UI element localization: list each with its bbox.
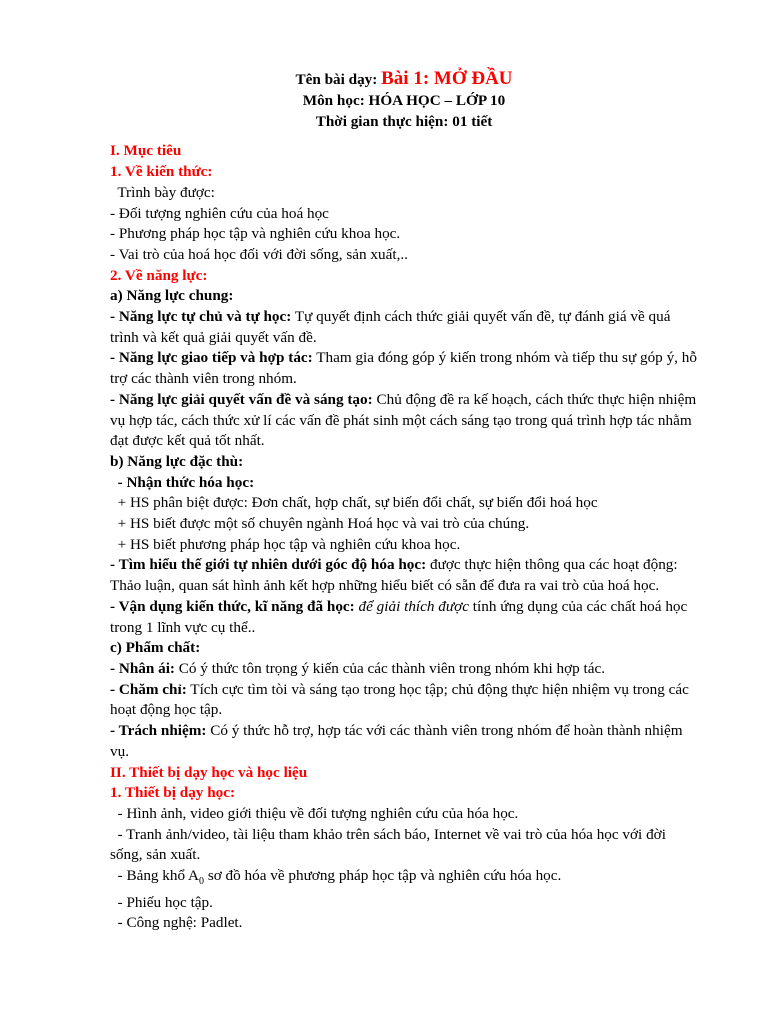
- general-competence-3: [110, 390, 698, 452]
- item-label: - Năng lực tự chủ và tự học:: [110, 308, 292, 326]
- equipment-heading: 1. Thiết bị dạy học:: [110, 784, 236, 802]
- item-label: - Tìm hiểu thế giới tự nhiên dưới góc độ hóa học:: [110, 556, 427, 574]
- cognition-item: + HS phân biệt được: Đơn chất, hợp chất, sự biến đổi chất, sự biến đổi hoá học: [110, 494, 598, 512]
- lesson-title: [110, 68, 698, 91]
- item-text: - Bảng khổ A: [110, 867, 200, 885]
- equipment-item: [110, 866, 698, 893]
- lesson-label: Tên bài dạy:: [295, 71, 382, 88]
- item-label: - Chăm chỉ:: [110, 680, 187, 698]
- document-page: [110, 68, 698, 934]
- general-competence-2: [110, 348, 698, 389]
- chemistry-cognition-heading: - Nhận thức hóa học:: [110, 473, 255, 491]
- knowledge-intro: Trình bày được:: [110, 183, 215, 201]
- quality-3: [110, 721, 698, 762]
- item-text: Chủ động đề ra kế hoạch, cách thức thực hiện nhiệm vụ hợp tác, cách thức xử lí các vấn đề phát sinh một cách sáng tạo trong quá trình hợp tác nhằm đạt được kết quả tốt nhất.: [110, 390, 697, 450]
- cognition-item: + HS biết phương pháp học tập và nghiên cứu khoa học.: [110, 535, 461, 553]
- item-text: được thực hiện thông qua các hoạt động: Thảo luận, quan sát hình ảnh kết hợp những hiểu biết có sẵn để đưa ra vai trò của hoá học.: [110, 556, 678, 595]
- item-label: - Vận dụng kiến thức, kĩ năng đã học:: [110, 597, 355, 615]
- item-label: - Trách nhiệm:: [110, 722, 207, 740]
- duration-line: Thời gian thực hiện: 01 tiết: [315, 112, 493, 130]
- knowledge-item: - Đối tượng nghiên cứu của hoá học: [110, 204, 329, 222]
- item-text: sơ đồ hóa về phương pháp học tập và nghiên cứu hóa học.: [204, 867, 562, 885]
- section-equipment-heading: II. Thiết bị dạy học và học liệu: [110, 763, 308, 781]
- item-text: Tự quyết định cách thức giải quyết vấn đề, tự đánh giá về quá trình và kết quả giải quyết vấn đề.: [110, 308, 671, 346]
- item-text: Có ý thức tôn trọng ý kiến của các thành viên trong nhóm khi hợp tác.: [174, 659, 606, 677]
- item-italic: để giải thích được: [354, 597, 469, 615]
- item-label: - Năng lực giải quyết vấn đề và sáng tạo:: [110, 390, 373, 408]
- special-competence-heading: b) Năng lực đặc thù:: [110, 452, 244, 470]
- general-competence-1: [110, 307, 698, 348]
- item-text: Tham gia đóng góp ý kiến trong nhóm và tiếp thu sự góp ý, hỗ trợ các thành viên trong nhóm.: [110, 349, 697, 388]
- subject-line: Môn học: HÓA HỌC – LỚP 10: [302, 92, 506, 109]
- knowledge-item: - Vai trò của hoá học đối với đời sống, sản xuất,..: [110, 245, 408, 263]
- quality-heading: c) Phẩm chất:: [110, 639, 201, 657]
- item-text: Có ý thức hỗ trợ, hợp tác với các thành viên trong nhóm để hoàn thành nhiệm vụ.: [110, 722, 683, 760]
- general-competence-heading: a) Năng lực chung:: [110, 287, 234, 305]
- quality-1: [110, 659, 698, 680]
- item-subscript: 0: [199, 876, 205, 888]
- item-label: - Nhân ái:: [110, 659, 175, 677]
- equipment-item: - Phiếu học tập.: [110, 893, 213, 911]
- competence-heading: 2. Về năng lực:: [110, 266, 208, 284]
- special-competence-2: [110, 555, 698, 596]
- item-text: Tích cực tìm tòi và sáng tạo trong học tập; chủ động thực hiện nhiệm vụ trong các hoạt động học tập.: [110, 680, 689, 719]
- equipment-item: - Công nghệ: Padlet.: [110, 914, 243, 932]
- equipment-item: - Hình ảnh, video giới thiệu về đối tượng nghiên cứu của hóa học.: [110, 804, 519, 822]
- knowledge-item: - Phương pháp học tập và nghiên cứu khoa học.: [110, 225, 401, 243]
- lesson-name: Bài 1: MỞ ĐẦU: [381, 68, 513, 89]
- item-text: tính ứng dụng của các chất hoá học trong 1 lĩnh vực cụ thể..: [110, 597, 688, 636]
- knowledge-heading: 1. Về kiến thức:: [110, 163, 213, 181]
- special-competence-3: [110, 597, 698, 638]
- equipment-item: - Tranh ảnh/video, tài liệu tham khảo trên sách báo, Internet về vai trò của hóa học với đời sống, sản xuất.: [110, 825, 670, 864]
- item-label: - Năng lực giao tiếp và hợp tác:: [110, 349, 313, 367]
- quality-2: [110, 680, 698, 721]
- section-objectives-heading: I. Mục tiêu: [110, 142, 182, 160]
- cognition-item: + HS biết được một số chuyên ngành Hoá học và vai trò của chúng.: [110, 515, 530, 533]
